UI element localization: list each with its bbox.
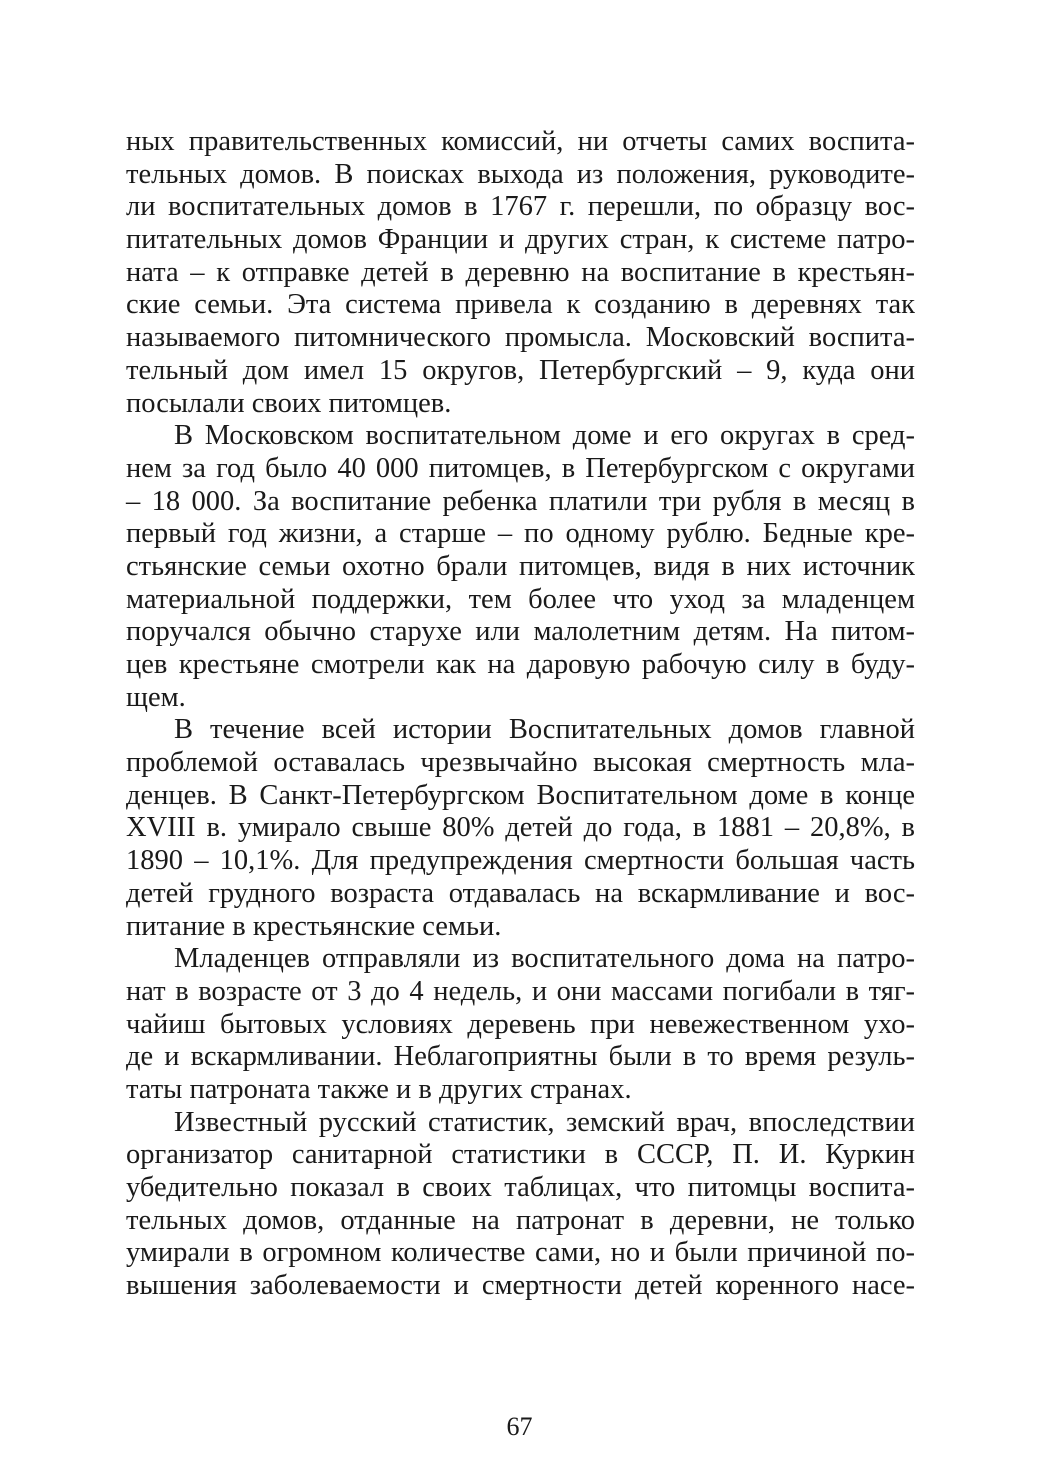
text-line: – 18 000. За воспитание ребенка платили три рубля в месяц в	[126, 485, 915, 517]
text-line: организатор санитарной статистики в СССР, П. И. Куркин	[126, 1139, 915, 1171]
text-line: 1890 – 10,1%. Для предупреждения смертности большая часть	[126, 845, 915, 877]
text-line: В Московском воспитательном доме и его округах в сред-	[174, 420, 915, 452]
text-line: чайиш бытовых условиях деревень при невежественном ухо-	[126, 1008, 915, 1040]
text-line: вышения заболеваемости и смертности детей коренного насе-	[126, 1270, 915, 1302]
text-line: XVIII в. умирало свыше 80% детей до года, в 1881 – 20,8%, в	[126, 812, 915, 844]
text-line: умирали в огромном количестве сами, но и были причиной по-	[126, 1237, 915, 1269]
text-line: В течение всей истории Воспитательных домов главной	[174, 714, 915, 746]
text-line: цев крестьяне смотрели как на даровую рабочую силу в буду-	[126, 649, 915, 680]
text-line: называемого питомнического промысла. Московский воспита-	[126, 322, 915, 354]
text-line: тельных домов, отданные на патронат в деревни, не только	[126, 1204, 915, 1236]
text-line: убедительно показал в своих таблицах, что питомцы воспита-	[126, 1172, 915, 1203]
text-line: тельных домов. В поисках выхода из положения, руководите-	[126, 158, 915, 190]
text-line: ных правительственных комиссий, ни отчеты самих воспита-	[126, 126, 915, 157]
paragraph	[126, 714, 915, 943]
text-line: поручался обычно старухе или малолетним детям. На питом-	[126, 616, 915, 648]
text-line: щем.	[126, 681, 186, 713]
paragraph	[126, 1107, 915, 1303]
text-line: посылали своих питомцев.	[126, 387, 452, 419]
text-line: ские семьи. Эта система привела к созданию в деревнях так	[126, 289, 915, 321]
text-line: материальной поддержки, тем более что уход за младенцем	[126, 583, 915, 615]
text-line: ната – к отправке детей в деревню на воспитание в крестьян-	[126, 256, 915, 288]
text-line: нем за год было 40 000 питомцев, в Петербургском с округами	[126, 452, 915, 484]
text-line: первый год жизни, а старше – по одному рублю. Бедные кре-	[126, 518, 915, 550]
page-number: 67	[506, 1412, 533, 1441]
text-line: детей грудного возраста отдавалась на вскармливание и вос-	[126, 877, 915, 909]
text-line: питание в крестьянские семьи.	[126, 910, 502, 942]
text-line: Младенцев отправляли из воспитательного дома на патро-	[174, 943, 915, 975]
text-line: Известный русский статистик, земский врач, впоследствии	[174, 1106, 915, 1138]
paragraph	[126, 126, 915, 420]
text-line: тельный дом имел 15 округов, Петербургский – 9, куда они	[126, 354, 915, 386]
body-text	[126, 126, 915, 1303]
text-line: де и вскармливании. Неблагоприятны были в то время резуль-	[126, 1041, 915, 1073]
text-line: таты патроната также и в других странах.	[126, 1073, 632, 1105]
text-line: денцев. В Санкт-Петербургском Воспитательном доме в конце	[126, 779, 915, 811]
text-line: проблемой оставалась чрезвычайно высокая смертность мла-	[126, 747, 915, 779]
text-line: питательных домов Франции и других стран, к системе патро-	[126, 224, 915, 256]
text-line: ли воспитательных домов в 1767 г. перешли, по образцу вос-	[126, 191, 915, 223]
paragraph	[126, 943, 915, 1106]
text-line: нат в возрасте от 3 до 4 недель, и они массами погибали в тяг-	[126, 975, 915, 1007]
text-line: стьянские семьи охотно брали питомцев, видя в них источник	[126, 550, 915, 582]
paragraph	[126, 420, 915, 714]
